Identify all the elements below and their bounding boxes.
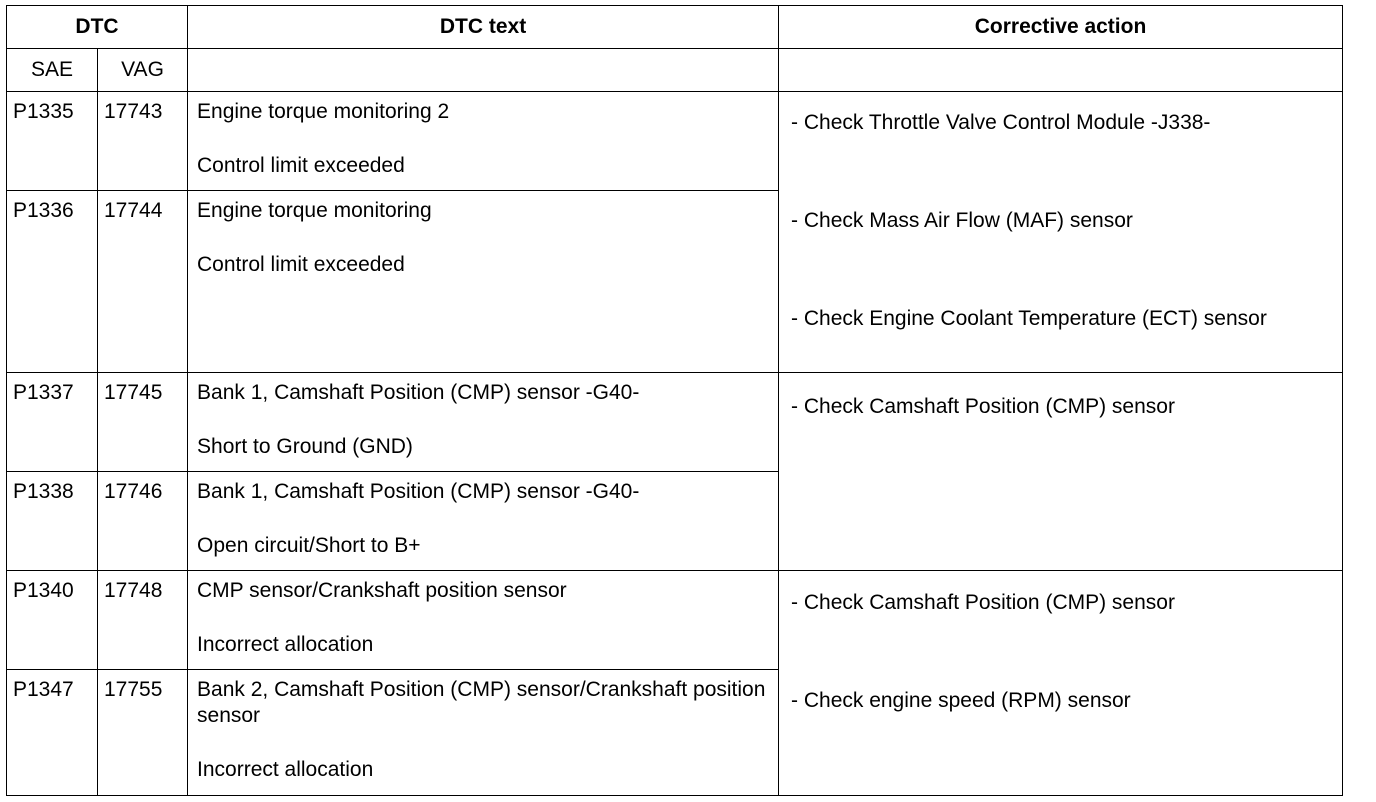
sae-header: SAE — [7, 49, 98, 92]
dtc-description: Bank 1, Camshaft Position (CMP) sensor -G40- — [197, 480, 640, 503]
dtc-condition: Incorrect allocation — [197, 758, 374, 781]
dtc-text-cell — [188, 571, 779, 670]
dtc-description: CMP sensor/Crankshaft position sensor — [197, 579, 567, 602]
dtc-text-cell — [188, 92, 779, 191]
dtc-text-header: DTC text — [188, 6, 779, 49]
vag-code: 17743 — [98, 92, 188, 191]
dtc-table — [6, 5, 1343, 796]
action-item: - Check Mass Air Flow (MAF) sensor — [791, 209, 1133, 232]
dtc-description: Bank 1, Camshaft Position (CMP) sensor -G40- — [197, 381, 640, 404]
sae-code: P1336 — [7, 191, 98, 373]
vag-code: 17745 — [98, 373, 188, 472]
header-row — [7, 6, 1343, 49]
action-item: - Check Throttle Valve Control Module -J338- — [791, 111, 1211, 134]
dtc-text-cell — [188, 670, 779, 796]
vag-code: 17746 — [98, 472, 188, 571]
sae-code: P1335 — [7, 92, 98, 191]
vag-code: 17748 — [98, 571, 188, 670]
corrective-action-cell — [779, 373, 1343, 571]
sae-code: P1338 — [7, 472, 98, 571]
dtc-description: Bank 2, Camshaft Position (CMP) sensor/Crankshaft position sensor — [197, 678, 766, 727]
dtc-condition: Incorrect allocation — [197, 633, 374, 656]
empty-header-cell — [188, 49, 779, 92]
corrective-action-header: Corrective action — [779, 6, 1343, 49]
sae-code: P1337 — [7, 373, 98, 472]
subheader-row — [7, 49, 1343, 92]
sae-code: P1347 — [7, 670, 98, 796]
table-row — [7, 92, 1343, 191]
action-item: - Check Camshaft Position (CMP) sensor — [791, 591, 1175, 614]
dtc-description: Engine torque monitoring 2 — [197, 100, 450, 123]
dtc-text-cell — [188, 472, 779, 571]
dtc-description: Engine torque monitoring — [197, 199, 432, 222]
empty-header-cell — [779, 49, 1343, 92]
dtc-text-cell — [188, 191, 779, 373]
table-row — [7, 571, 1343, 670]
dtc-condition: Control limit exceeded — [197, 154, 405, 177]
dtc-condition: Open circuit/Short to B+ — [197, 534, 421, 557]
dtc-condition: Short to Ground (GND) — [197, 435, 413, 458]
vag-code: 17755 — [98, 670, 188, 796]
action-item: - Check Engine Coolant Temperature (ECT) sensor — [791, 307, 1267, 330]
dtc-condition: Control limit exceeded — [197, 253, 405, 276]
table-row — [7, 373, 1343, 472]
dtc-text-cell — [188, 373, 779, 472]
action-item: - Check engine speed (RPM) sensor — [791, 689, 1131, 712]
action-item: - Check Camshaft Position (CMP) sensor — [791, 395, 1175, 418]
corrective-action-cell — [779, 92, 1343, 373]
sae-code: P1340 — [7, 571, 98, 670]
vag-header: VAG — [98, 49, 188, 92]
vag-code: 17744 — [98, 191, 188, 373]
dtc-header: DTC — [7, 6, 188, 49]
corrective-action-cell — [779, 571, 1343, 796]
